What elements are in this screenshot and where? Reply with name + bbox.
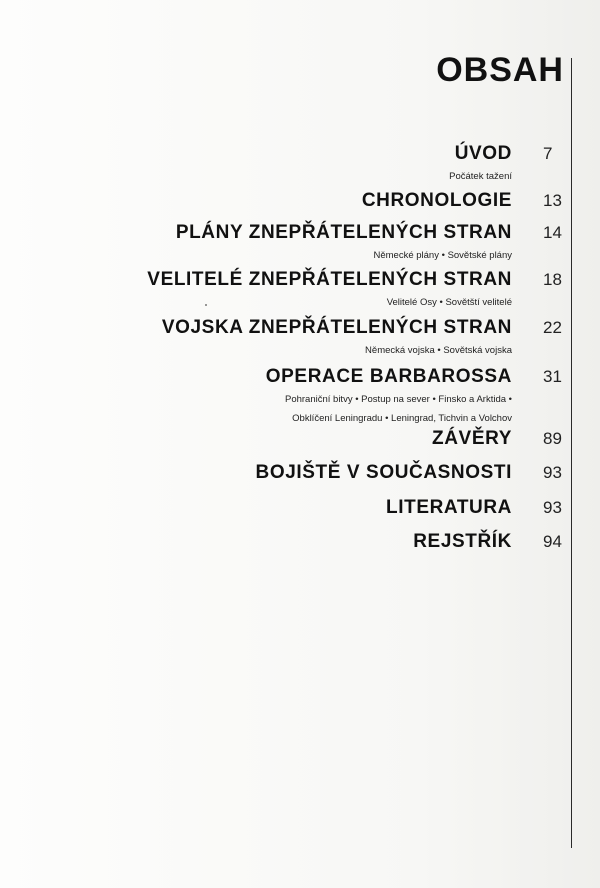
toc-entry-title: PLÁNY ZNEPŘÁTELENÝCH STRAN: [175, 222, 512, 243]
toc-entry-literatura: [40, 497, 512, 519]
toc-entry-vojska: [40, 317, 512, 357]
toc-page-number: 31: [543, 367, 562, 386]
toc-entry-title: ÚVOD: [454, 143, 512, 164]
toc-entry-title: CHRONOLOGIE: [361, 190, 512, 211]
toc-entry-title: REJSTŘÍK: [413, 531, 512, 552]
toc-entry-subtitle: Počátek tažení: [449, 171, 512, 182]
toc-entry-velitele: [40, 269, 512, 309]
toc-entry-title: LITERATURA: [386, 497, 512, 518]
toc-entry-subtitle: Německé plány • Sovětské plány: [373, 250, 512, 261]
toc-page-number: 93: [543, 463, 562, 482]
toc-entry-title: OPERACE BARBAROSSA: [265, 366, 512, 387]
toc-page-number: 18: [543, 270, 562, 289]
toc-entry-zavery: [40, 428, 512, 450]
toc-entry-bojiste: [40, 462, 512, 484]
toc-page-number: 14: [543, 223, 562, 242]
toc-page-number: 89: [543, 429, 562, 448]
toc-entry-uvod: [40, 143, 512, 183]
toc-entry-title: ZÁVĚRY: [432, 428, 512, 449]
toc-page-number: 94: [543, 532, 562, 551]
print-speck: [205, 304, 207, 306]
toc-entry-plany: [40, 222, 512, 262]
toc-entry-subtitle: Velitelé Osy • Sovětští velitelé: [386, 297, 512, 308]
toc-entry-title: VOJSKA ZNEPŘÁTELENÝCH STRAN: [161, 317, 512, 338]
toc-entry-title: BOJIŠTĚ V SOUČASNOSTI: [255, 462, 512, 483]
page-title: OBSAH: [436, 51, 564, 89]
toc-page-number: 7: [543, 144, 553, 163]
toc-entry-chronologie: [40, 190, 512, 212]
toc-page-number: 13: [543, 191, 562, 210]
toc-entry-title: VELITELÉ ZNEPŘÁTELENÝCH STRAN: [147, 269, 512, 290]
toc-entry-rejstrik: [40, 531, 512, 553]
toc-page-number: 93: [543, 498, 562, 517]
toc-entry-barbarossa: [40, 366, 512, 425]
toc-page-number: 22: [543, 318, 562, 337]
toc-entry-subtitle: Německá vojska • Sovětská vojska: [365, 345, 512, 356]
toc-entry-subtitle: Pohraniční bitvy • Postup na sever • Finsko a Arktida •: [284, 394, 512, 405]
toc-entry-subtitle: Obklíčení Leningradu • Leningrad, Tichvin a Volchov: [292, 413, 512, 424]
